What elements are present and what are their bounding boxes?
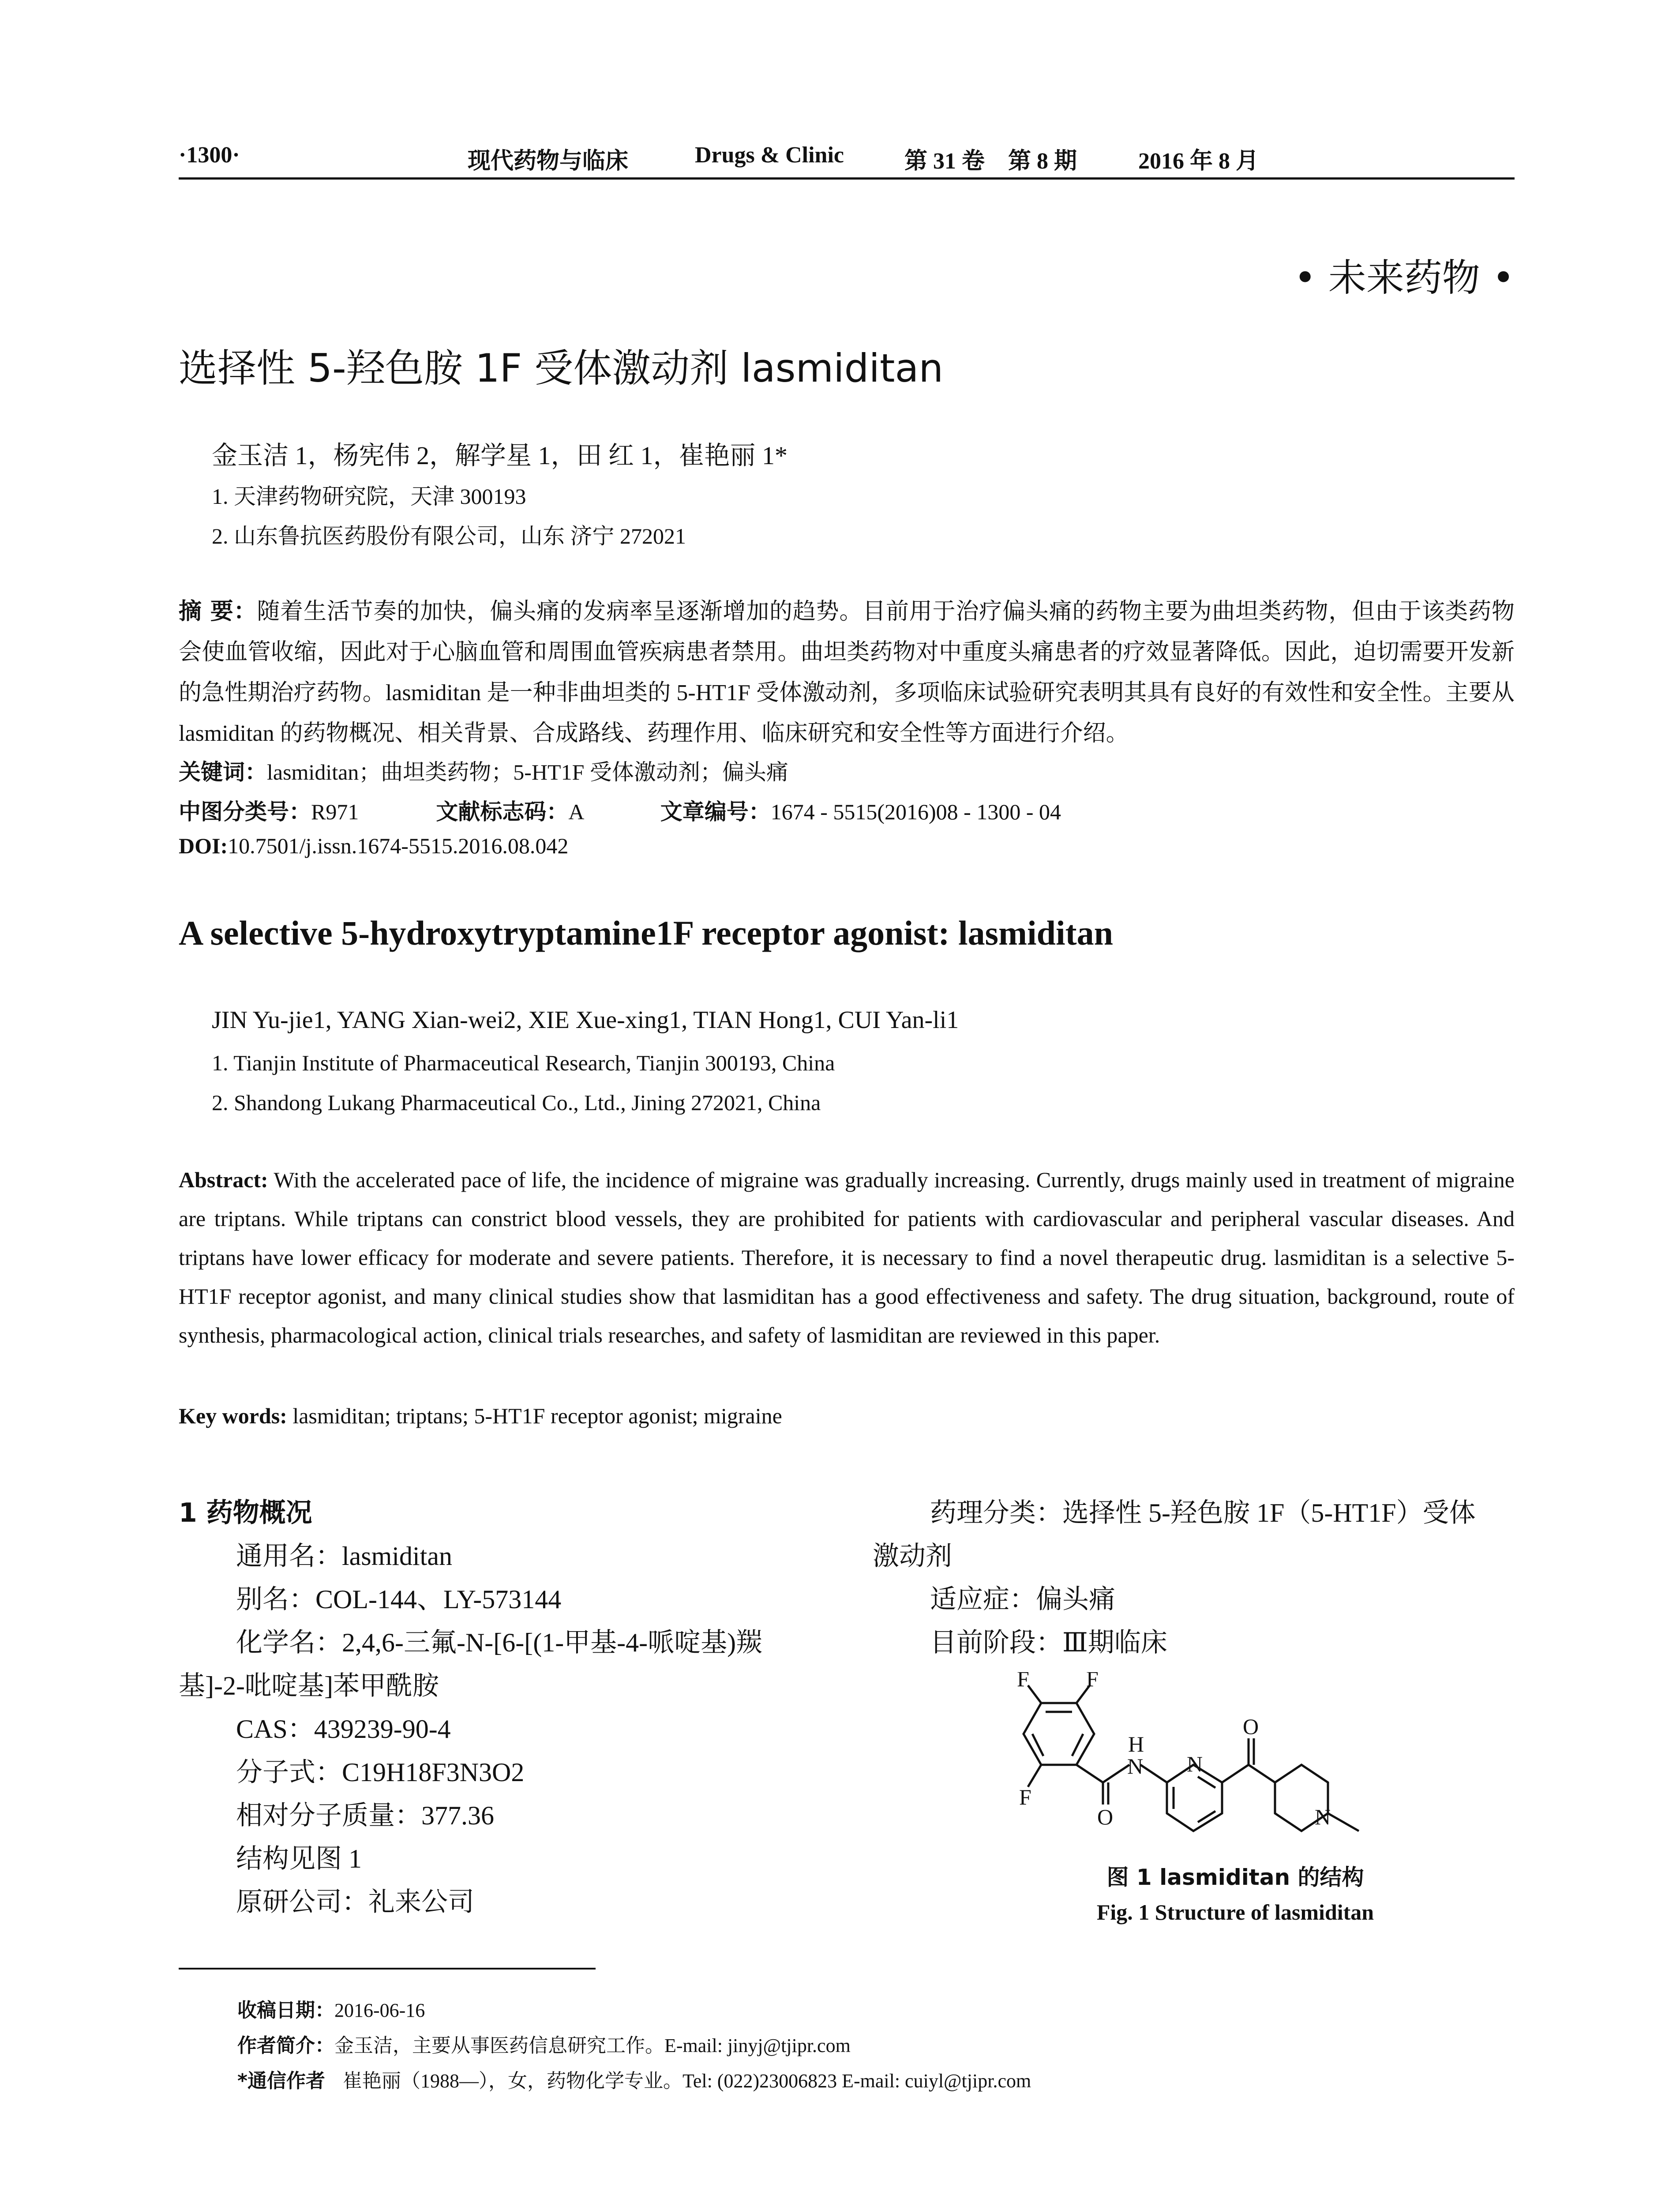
figure-caption-zh: 图 1 lasmiditan 的结构	[1106, 1865, 1364, 1890]
abstract-en-text: With the accelerated pace of life, the incidence of migraine was gradually increasing. Currently, drugs mainly used in treatment of migraine are triptans. While triptans can constrict blood vessels, they are prohibited for patients with cardiovascular and peripheral vascular diseases. And triptans have lower efficacy for moderate and severe patients. Therefore, it is necessary to find a novel therapeutic drug. lasmiditan is a selective 5-HT1F receptor agonist, and many clinical studies show that lasmiditan has a good effectiveness and safety. The drug situation, background, route of synthesis, pharmacological action, clinical trials researches, and safety of lasmiditan are reviewed in this paper.	[179, 1167, 1515, 1347]
molecular-formula: 分子式：C19H18F3N3O2	[236, 1758, 525, 1787]
fluorine-label-3: F	[1019, 1785, 1031, 1809]
authors-zh-text: 金玉洁 1，杨宪伟 2，解学星 1，田 红 1，崔艳丽 1*	[212, 441, 788, 470]
keywords-en-label: Key words:	[179, 1403, 287, 1428]
chemical-name-line-2: 基]-2-吡啶基]苯甲酰胺	[179, 1671, 439, 1700]
abstract-zh	[179, 591, 1515, 754]
cas-number: CAS：439239-90-4	[236, 1715, 451, 1744]
article-no-value: 1674 - 5515(2016)08 - 1300 - 04	[770, 799, 1061, 824]
keywords-zh	[179, 754, 788, 786]
footnote-author	[237, 2030, 851, 2058]
article-no-label: 文章编号：	[660, 799, 771, 825]
generic-name: 通用名：lasmiditan	[236, 1542, 452, 1571]
structure-reference: 结构见图 1	[236, 1844, 362, 1873]
lasmiditan-structure-figure	[971, 1672, 1500, 1849]
received-date: 2016-06-16	[334, 2000, 425, 2021]
development-phase: 目前阶段：Ⅲ期临床	[930, 1628, 1167, 1657]
pyridine-nitrogen-label: N	[1187, 1752, 1203, 1776]
section-1-left-column	[179, 1491, 827, 1924]
footnote-corresponding	[237, 2065, 1031, 2093]
clc-value: R971	[311, 799, 359, 824]
header-rule	[179, 177, 1515, 180]
authors-en: JIN Yu-jie1, YANG Xian-wei2, XIE Xue-xing1, TIAN Hong1, CUI Yan-li1	[212, 1006, 959, 1034]
abstract-en	[179, 1160, 1515, 1354]
keywords-zh-label: 关键词：	[179, 759, 267, 785]
amide-oxygen-label: O	[1097, 1805, 1114, 1829]
classification-line	[179, 794, 1061, 826]
keywords-en	[179, 1403, 782, 1429]
pharm-class-line-1: 药理分类：选择性 5-羟色胺 1F（5-HT1F）受体	[930, 1498, 1476, 1527]
article-title-zh: 选择性 5-羟色胺 1F 受体激动剂 lasmiditan	[179, 345, 944, 391]
affiliation-zh-2: 2. 山东鲁抗医药股份有限公司，山东 济宁 272021	[212, 524, 686, 548]
originator-company: 原研公司：礼来公司	[236, 1887, 474, 1917]
doc-code-value: A	[568, 799, 583, 824]
doi-label: DOI:	[179, 833, 228, 858]
figure-caption-en: Fig. 1 Structure of lasmiditan	[1096, 1900, 1374, 1925]
fluorine-label-1: F	[1017, 1672, 1029, 1691]
abstract-zh-text: 随着生活节奏的加快，偏头痛的发病率呈逐渐增加的趋势。目前用于治疗偏头痛的药物主要为曲坦类药物，但由于该类药物会使血管收缩，因此对于心脑血管和周围血管疾病患者禁用。曲坦类药物对中重度头痛患者的疗效显著降低。因此，迫切需要开发新的急性期治疗药物。lasmiditan 是一种非曲坦类的 5-HT1F 受体激动剂，多项临床试验研究表明其具有良好的有效性和安全性。主要从 lasmiditan 的药物概况、相关背景、合成路线、药理作用、临床研究和安全性等方面进行介绍。	[179, 599, 1515, 746]
column-tag: • 未来药物 •	[1294, 256, 1515, 300]
footnote-rule	[179, 1968, 596, 1970]
clc-label: 中图分类号：	[179, 799, 311, 825]
amide-hydrogen-label: H	[1128, 1732, 1144, 1756]
section-1-heading: 1 药物概况	[179, 1497, 312, 1528]
footnote-received	[237, 1994, 425, 2022]
issue: 第 8 期	[1008, 149, 1077, 174]
corresponding-info: 崔艳丽（1988—），女，药物化学专业。Tel: (022)23006823 E-mail: cuiyl@tjipr.com	[343, 2070, 1031, 2092]
volume: 第 31 卷	[904, 149, 985, 174]
issue-date: 2016 年 8 月	[1138, 149, 1259, 174]
corresponding-label: *通信作者	[237, 2070, 326, 2092]
journal-name-zh: 现代药物与临床	[468, 148, 629, 174]
indication: 适应症：偏头痛	[930, 1585, 1115, 1614]
fluorine-label-2: F	[1086, 1672, 1099, 1691]
doi-value[interactable]: 10.7501/j.issn.1674-5515.2016.08.042	[228, 833, 569, 858]
author-intro-label: 作者简介：	[237, 2034, 334, 2057]
doi-line	[179, 833, 568, 859]
page-number: ·1300·	[179, 143, 240, 168]
section-1-right-column	[873, 1491, 1515, 1664]
received-label: 收稿日期：	[237, 1999, 334, 2022]
affiliation-en-2: 2. Shandong Lukang Pharmaceutical Co., Ltd., Jining 272021, China	[212, 1090, 821, 1115]
affiliation-en-1: 1. Tianjin Institute of Pharmaceutical Research, Tianjin 300193, China	[212, 1050, 835, 1075]
pharm-class-line-2: 激动剂	[873, 1542, 952, 1571]
doc-code-label: 文献标志码：	[436, 799, 569, 825]
piperidine-nitrogen-label: N	[1315, 1805, 1331, 1829]
chemical-name-line-1: 化学名：2,4,6-三氟-N-[6-[(1-甲基-4-哌啶基)羰	[236, 1628, 763, 1657]
alias: 别名：COL-144、LY-573144	[236, 1585, 562, 1614]
journal-name-en: Drugs & Clinic	[695, 143, 844, 168]
abstract-en-label: Abstract:	[179, 1167, 268, 1192]
article-title-en: A selective 5-hydroxytryptamine1F receptor agonist: lasmiditan	[179, 914, 1114, 952]
amide-nitrogen-label: N	[1127, 1754, 1144, 1778]
authors-zh	[212, 435, 788, 472]
author-intro: 金玉洁，主要从事医药信息研究工作。E-mail: jinyj@tjipr.com	[334, 2035, 851, 2056]
molecular-weight: 相对分子质量：377.36	[236, 1801, 494, 1830]
abstract-zh-label: 摘 要：	[179, 598, 257, 625]
ketone-oxygen-label: O	[1243, 1714, 1259, 1739]
keywords-en-text: lasmiditan; triptans; 5-HT1F receptor agonist; migraine	[292, 1403, 782, 1428]
running-header	[179, 142, 1515, 173]
affiliation-zh-1: 1. 天津药物研究院，天津 300193	[212, 484, 526, 509]
keywords-zh-text: lasmiditan；曲坦类药物；5-HT1F 受体激动剂；偏头痛	[267, 760, 788, 784]
